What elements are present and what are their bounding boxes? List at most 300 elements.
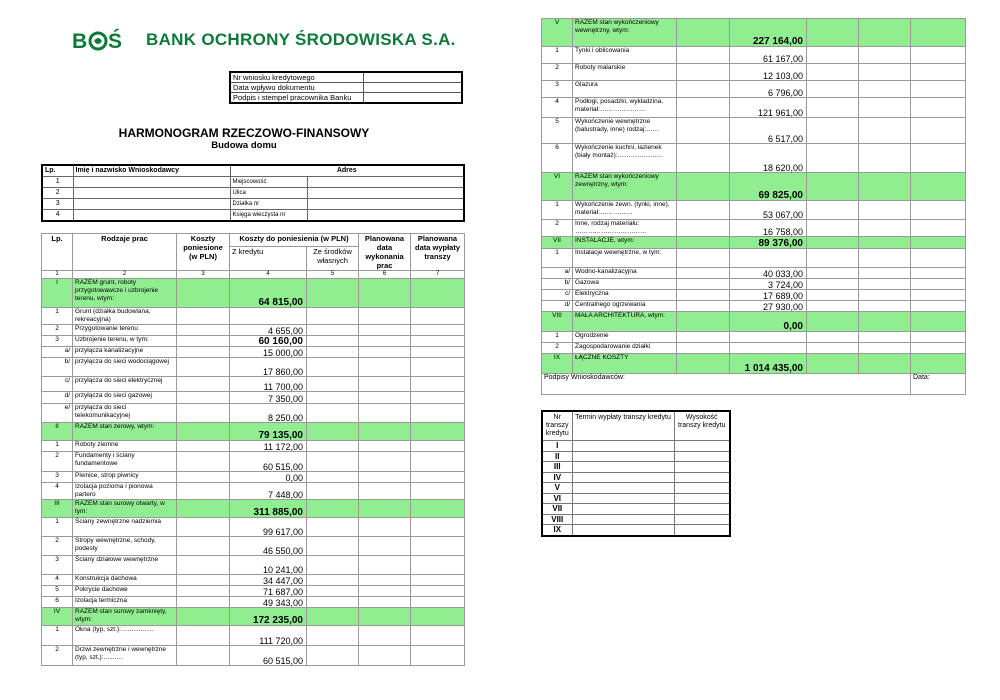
- tranche-row: [542, 451, 730, 462]
- costs-incurred-cell[interactable]: [177, 626, 230, 646]
- work-row: [542, 249, 966, 268]
- planned-tranche-cell[interactable]: [911, 98, 966, 118]
- costs-incurred-cell[interactable]: [177, 423, 230, 441]
- work-row: [542, 343, 966, 354]
- planned-tranche-cell[interactable]: [911, 220, 966, 237]
- costs-incurred-cell[interactable]: [177, 441, 230, 452]
- credit-amount: 172 235,00: [230, 608, 307, 626]
- planned-tranche-cell[interactable]: [411, 597, 465, 608]
- planned-date-cell[interactable]: [359, 500, 411, 518]
- total-row: [542, 354, 966, 374]
- planned-date-cell[interactable]: [859, 173, 911, 201]
- costs-incurred-cell[interactable]: [677, 144, 730, 173]
- schedule-right-body: [542, 19, 966, 374]
- own-funds-cell[interactable]: [307, 646, 359, 666]
- work-row: [542, 332, 966, 343]
- work-name: RAZEM stan wykończeniowy zewnętrzny, wtym:: [573, 173, 677, 201]
- own-funds-cell[interactable]: [807, 47, 859, 64]
- planned-date-cell[interactable]: [359, 377, 411, 392]
- credit-amount: 1 014 435,00: [730, 354, 807, 374]
- planned-date-cell[interactable]: [359, 308, 411, 325]
- own-funds-cell[interactable]: [307, 377, 359, 392]
- planned-tranche-cell[interactable]: [911, 64, 966, 81]
- tranche-date-field[interactable]: [572, 451, 674, 462]
- costs-incurred-cell[interactable]: [677, 249, 730, 268]
- planned-date-cell[interactable]: [859, 268, 911, 279]
- work-name: Stropy wewnętrzne, schody, podesty: [73, 537, 177, 556]
- applicant-name-field[interactable]: [73, 177, 230, 188]
- planned-date-cell[interactable]: [359, 597, 411, 608]
- credit-amount: 40 033,00: [730, 268, 807, 279]
- own-funds-cell[interactable]: [807, 249, 859, 268]
- bank-signature-label: Podpis i stempel pracownika Banku: [230, 93, 364, 104]
- total-row: [542, 312, 966, 332]
- costs-incurred-cell[interactable]: [177, 518, 230, 537]
- planned-tranche-cell[interactable]: [911, 249, 966, 268]
- planned-tranche-cell[interactable]: [411, 358, 465, 377]
- tranche-date-field[interactable]: [572, 514, 674, 525]
- tranche-row: [542, 514, 730, 525]
- applicant-name-field[interactable]: [73, 199, 230, 210]
- applicants-table: [41, 164, 465, 222]
- own-funds-cell[interactable]: [307, 500, 359, 518]
- planned-tranche-cell[interactable]: [911, 268, 966, 279]
- work-row: [542, 290, 966, 301]
- own-funds-cell[interactable]: [307, 423, 359, 441]
- costs-incurred-cell[interactable]: [177, 586, 230, 597]
- tranche-amount-field[interactable]: [674, 483, 730, 494]
- costs-incurred-cell[interactable]: [677, 220, 730, 237]
- address-field-label: Księga wieczysta nr: [230, 210, 307, 222]
- costs-incurred-cell[interactable]: [677, 118, 730, 144]
- planned-tranche-cell[interactable]: [411, 608, 465, 626]
- tranche-number: IX: [542, 525, 572, 536]
- planned-date-cell[interactable]: [359, 537, 411, 556]
- work-name: ŁĄCZNE KOSZTY: [573, 354, 677, 374]
- tranche-row: [542, 441, 730, 452]
- costs-incurred-cell[interactable]: [677, 268, 730, 279]
- row-lp: 5: [542, 118, 573, 144]
- own-funds-cell[interactable]: [307, 392, 359, 404]
- own-funds-cell[interactable]: [807, 290, 859, 301]
- planned-date-cell[interactable]: [859, 237, 911, 249]
- tranche-amount-field[interactable]: [674, 451, 730, 462]
- work-name: Wodno-kanalizacyjna: [573, 268, 677, 279]
- planned-tranche-cell[interactable]: [911, 19, 966, 47]
- planned-tranche-cell[interactable]: [911, 237, 966, 249]
- planned-date-cell[interactable]: [359, 608, 411, 626]
- planned-date-cell[interactable]: [359, 483, 411, 500]
- work-name: Konstrukcja dachowa: [73, 575, 177, 586]
- applicants-address-header: Adres: [230, 165, 464, 177]
- applicant-row: [42, 188, 464, 199]
- tranche-date-field[interactable]: [572, 472, 674, 483]
- planned-date-cell[interactable]: [859, 144, 911, 173]
- planned-tranche-cell[interactable]: [411, 279, 465, 308]
- planned-tranche-cell[interactable]: [411, 483, 465, 500]
- work-name: Ściany zewnętrzne nadziemia: [73, 518, 177, 537]
- bank-name: BANK OCHRONY ŚRODOWISKA S.A.: [146, 30, 456, 49]
- planned-date-cell[interactable]: [859, 312, 911, 332]
- own-funds-cell[interactable]: [307, 441, 359, 452]
- tranche-row: [542, 504, 730, 515]
- work-name: Gazowa: [573, 279, 677, 290]
- planned-tranche-cell[interactable]: [411, 626, 465, 646]
- planned-tranche-cell[interactable]: [911, 332, 966, 343]
- costs-incurred-cell[interactable]: [177, 483, 230, 500]
- costs-incurred-cell[interactable]: [677, 354, 730, 374]
- work-name: Fundamenty i ściany fundamentowe: [73, 452, 177, 472]
- planned-date-cell[interactable]: [859, 354, 911, 374]
- work-name: INSTALACJE, wtym:: [573, 237, 677, 249]
- credit-amount: [730, 249, 807, 268]
- costs-incurred-cell[interactable]: [677, 19, 730, 47]
- planned-tranche-cell[interactable]: [411, 518, 465, 537]
- costs-incurred-cell[interactable]: [177, 377, 230, 392]
- svg-text:B: B: [72, 30, 88, 52]
- work-name: Drzwi zewnętrzne i wewnętrzne (typ, szt.):………: [73, 646, 177, 666]
- work-row: [542, 220, 966, 237]
- row-lp: d/: [42, 392, 73, 404]
- tranche-amount-field[interactable]: [674, 493, 730, 504]
- own-funds-cell[interactable]: [807, 279, 859, 290]
- tranche-number: V: [542, 483, 572, 494]
- own-funds-cell[interactable]: [807, 81, 859, 98]
- work-row: [42, 441, 465, 452]
- tranche-date-field[interactable]: [572, 441, 674, 452]
- own-funds-cell[interactable]: [807, 118, 859, 144]
- costs-incurred-cell[interactable]: [177, 608, 230, 626]
- own-funds-cell[interactable]: [807, 354, 859, 374]
- costs-to-incur-header: Koszty do poniesienia (w PLN): [230, 234, 359, 247]
- work-name: Okna (typ, szt.):……………: [73, 626, 177, 646]
- address-field-value[interactable]: [307, 210, 464, 222]
- planned-date-cell[interactable]: [359, 472, 411, 483]
- work-name: przyłącza do sieci elektrycznej: [73, 377, 177, 392]
- planned-date-cell[interactable]: [359, 279, 411, 308]
- applicant-name-field[interactable]: [73, 188, 230, 199]
- address-field-value[interactable]: [307, 177, 464, 188]
- row-lp: 1: [42, 518, 73, 537]
- planned-tranche-cell[interactable]: [411, 336, 465, 347]
- total-row: [542, 237, 966, 249]
- work-row: [42, 404, 465, 423]
- planned-date-cell[interactable]: [859, 290, 911, 301]
- planned-tranche-cell[interactable]: [411, 404, 465, 423]
- signature-row: [542, 374, 966, 395]
- work-row: [42, 483, 465, 500]
- row-lp: VIII: [542, 312, 573, 332]
- costs-incurred-cell[interactable]: [177, 336, 230, 347]
- costs-incurred-cell[interactable]: [677, 201, 730, 220]
- own-funds-cell[interactable]: [307, 452, 359, 472]
- planned-tranche-cell[interactable]: [911, 312, 966, 332]
- planned-date-cell[interactable]: [859, 19, 911, 47]
- work-name: RAZEM grunt, roboty przygotowawcze i uzbrojenie terenu, wtym:: [73, 279, 177, 308]
- planned-tranche-cell[interactable]: [411, 537, 465, 556]
- own-funds-cell[interactable]: [807, 301, 859, 312]
- bank-signature-field[interactable]: [364, 93, 463, 104]
- costs-incurred-cell[interactable]: [677, 312, 730, 332]
- planned-date-cell[interactable]: [859, 249, 911, 268]
- column-index: 1: [42, 271, 73, 279]
- planned-date-cell[interactable]: [859, 64, 911, 81]
- row-lp: 2: [42, 325, 73, 336]
- total-row: [42, 500, 465, 518]
- planned-date-cell[interactable]: [859, 220, 911, 237]
- planned-date-cell[interactable]: [859, 301, 911, 312]
- costs-incurred-cell[interactable]: [177, 646, 230, 666]
- planned-tranche-cell[interactable]: [911, 354, 966, 374]
- column-index: 2: [73, 271, 177, 279]
- boss-logo-icon: [72, 28, 132, 52]
- own-funds-cell[interactable]: [307, 279, 359, 308]
- tranche-amount-header: Wysokość transzy kredytu: [674, 411, 730, 441]
- row-lp: 4: [542, 98, 573, 118]
- own-funds-cell[interactable]: [807, 268, 859, 279]
- planned-date-cell[interactable]: [859, 279, 911, 290]
- planned-tranche-cell[interactable]: [411, 377, 465, 392]
- own-funds-cell[interactable]: [807, 343, 859, 354]
- costs-incurred-cell[interactable]: [677, 332, 730, 343]
- planned-date-cell[interactable]: [359, 586, 411, 597]
- applicant-name-field[interactable]: [73, 210, 230, 222]
- own-funds-cell[interactable]: [807, 144, 859, 173]
- work-name: przyłącza do sieci gazowej: [73, 392, 177, 404]
- receipt-date-label: Data wpływu dokumentu: [230, 83, 364, 93]
- planned-tranche-cell[interactable]: [411, 586, 465, 597]
- own-funds-cell[interactable]: [307, 626, 359, 646]
- tranche-amount-field[interactable]: [674, 504, 730, 515]
- own-funds-cell[interactable]: [307, 347, 359, 358]
- own-funds-cell[interactable]: [307, 483, 359, 500]
- own-funds-cell[interactable]: [307, 404, 359, 423]
- planned-tranche-cell[interactable]: [911, 47, 966, 64]
- costs-incurred-cell[interactable]: [177, 392, 230, 404]
- planned-tranche-cell[interactable]: [411, 441, 465, 452]
- costs-incurred-cell[interactable]: [677, 47, 730, 64]
- own-funds-cell[interactable]: [807, 201, 859, 220]
- tranche-amount-field[interactable]: [674, 462, 730, 473]
- costs-incurred-cell[interactable]: [177, 597, 230, 608]
- row-lp: II: [42, 423, 73, 441]
- address-field-value[interactable]: [307, 188, 464, 199]
- planned-tranche-cell[interactable]: [411, 325, 465, 336]
- own-funds-cell[interactable]: [307, 518, 359, 537]
- costs-incurred-cell[interactable]: [177, 472, 230, 483]
- credit-amount: [730, 332, 807, 343]
- planned-tranche-cell[interactable]: [411, 423, 465, 441]
- planned-tranche-cell[interactable]: [911, 173, 966, 201]
- planned-tranche-cell[interactable]: [411, 556, 465, 575]
- tranche-date-field[interactable]: [572, 525, 674, 536]
- own-funds-cell[interactable]: [307, 537, 359, 556]
- planned-tranche-cell[interactable]: [411, 500, 465, 518]
- work-row: [42, 556, 465, 575]
- planned-date-cell[interactable]: [359, 336, 411, 347]
- costs-incurred-cell[interactable]: [177, 325, 230, 336]
- costs-incurred-cell[interactable]: [677, 81, 730, 98]
- address-field-label: Działka nr: [230, 199, 307, 210]
- work-row: [42, 537, 465, 556]
- costs-incurred-cell[interactable]: [177, 404, 230, 423]
- tranche-number: III: [542, 462, 572, 473]
- planned-date-cell[interactable]: [359, 556, 411, 575]
- planned-date-cell[interactable]: [859, 47, 911, 64]
- own-funds-header: Ze środków własnych: [307, 246, 359, 270]
- planned-tranche-cell[interactable]: [411, 347, 465, 358]
- application-number-field[interactable]: [364, 72, 463, 83]
- credit-amount: 7 448,00: [230, 483, 307, 500]
- tranche-row: [542, 525, 730, 536]
- own-funds-cell[interactable]: [807, 64, 859, 81]
- costs-incurred-cell[interactable]: [177, 358, 230, 377]
- planned-tranche-cell[interactable]: [911, 118, 966, 144]
- costs-incurred-cell[interactable]: [677, 173, 730, 201]
- planned-tranche-cell[interactable]: [411, 575, 465, 586]
- tranche-date-field[interactable]: [572, 493, 674, 504]
- own-funds-cell[interactable]: [807, 237, 859, 249]
- planned-tranche-cell[interactable]: [911, 201, 966, 220]
- costs-incurred-cell[interactable]: [177, 452, 230, 472]
- work-name: Przygotowanie terenu: [73, 325, 177, 336]
- own-funds-cell[interactable]: [807, 98, 859, 118]
- planned-date-cell[interactable]: [859, 118, 911, 144]
- planned-tranche-cell[interactable]: [911, 144, 966, 173]
- planned-tranche-cell[interactable]: [411, 308, 465, 325]
- work-name: Uzbrojenie terenu, w tym:: [73, 336, 177, 347]
- own-funds-cell[interactable]: [307, 325, 359, 336]
- costs-incurred-cell[interactable]: [677, 290, 730, 301]
- planned-tranche-cell[interactable]: [911, 301, 966, 312]
- costs-incurred-cell[interactable]: [677, 64, 730, 81]
- tranche-date-field[interactable]: [572, 504, 674, 515]
- own-funds-cell[interactable]: [307, 358, 359, 377]
- tranche-row: [542, 472, 730, 483]
- planned-date-cell[interactable]: [359, 441, 411, 452]
- planned-date-cell[interactable]: [859, 81, 911, 98]
- planned-tranche-cell[interactable]: [911, 343, 966, 354]
- planned-date-cell[interactable]: [359, 452, 411, 472]
- own-funds-cell[interactable]: [807, 312, 859, 332]
- planned-tranche-cell[interactable]: [411, 646, 465, 666]
- column-index: 6: [359, 271, 411, 279]
- planned-date-cell[interactable]: [359, 423, 411, 441]
- tranche-amount-field[interactable]: [674, 525, 730, 536]
- own-funds-cell[interactable]: [807, 220, 859, 237]
- costs-incurred-cell[interactable]: [177, 279, 230, 308]
- tranche-row: [542, 483, 730, 494]
- own-funds-cell[interactable]: [807, 332, 859, 343]
- planned-date-cell[interactable]: [359, 392, 411, 404]
- work-name: Glazura: [573, 81, 677, 98]
- own-funds-cell[interactable]: [307, 472, 359, 483]
- row-lp: 3: [42, 472, 73, 483]
- own-funds-cell[interactable]: [307, 608, 359, 626]
- total-row: [42, 608, 465, 626]
- work-row: [42, 472, 465, 483]
- costs-incurred-cell[interactable]: [677, 301, 730, 312]
- work-row: [42, 308, 465, 325]
- tranche-number: VII: [542, 504, 572, 515]
- credit-amount: 227 164,00: [730, 19, 807, 47]
- own-funds-cell[interactable]: [307, 586, 359, 597]
- costs-incurred-cell[interactable]: [177, 347, 230, 358]
- work-name: Piwnice, strop piwnicy: [73, 472, 177, 483]
- tranche-date-field[interactable]: [572, 462, 674, 473]
- row-lp: VII: [542, 237, 573, 249]
- tranche-number: VIII: [542, 514, 572, 525]
- applicants-body: [42, 177, 464, 222]
- planned-date-cell[interactable]: [359, 404, 411, 423]
- work-name: MAŁA ARCHITEKTURA, wtym:: [573, 312, 677, 332]
- planned-date-cell[interactable]: [859, 332, 911, 343]
- planned-date-cell[interactable]: [359, 646, 411, 666]
- credit-amount: 0,00: [230, 472, 307, 483]
- costs-incurred-cell[interactable]: [677, 279, 730, 290]
- own-funds-cell[interactable]: [807, 19, 859, 47]
- planned-date-cell[interactable]: [359, 325, 411, 336]
- planned-tranche-cell[interactable]: [411, 472, 465, 483]
- address-field-value[interactable]: [307, 199, 464, 210]
- total-row: [42, 423, 465, 441]
- planned-tranche-cell[interactable]: [911, 290, 966, 301]
- svg-text:Ś: Ś: [108, 30, 123, 52]
- tranche-row: [542, 493, 730, 504]
- planned-date-cell[interactable]: [359, 358, 411, 377]
- planned-date-cell[interactable]: [359, 518, 411, 537]
- planned-date-cell[interactable]: [359, 626, 411, 646]
- planned-date-cell[interactable]: [359, 347, 411, 358]
- own-funds-cell[interactable]: [807, 173, 859, 201]
- planned-date-cell[interactable]: [859, 343, 911, 354]
- page-title: HARMONOGRAM RZECZOWO-FINANSOWY: [118, 126, 370, 140]
- own-funds-cell[interactable]: [307, 308, 359, 325]
- tranche-amount-field[interactable]: [674, 514, 730, 525]
- signature-field[interactable]: [859, 374, 911, 395]
- planned-date-cell[interactable]: [359, 575, 411, 586]
- costs-incurred-cell[interactable]: [177, 500, 230, 518]
- tranche-amount-field[interactable]: [674, 472, 730, 483]
- credit-amount: 311 885,00: [230, 500, 307, 518]
- costs-incurred-cell[interactable]: [677, 98, 730, 118]
- planned-tranche-cell[interactable]: [411, 452, 465, 472]
- costs-incurred-cell[interactable]: [177, 537, 230, 556]
- planned-date-cell[interactable]: [859, 201, 911, 220]
- own-funds-cell[interactable]: [307, 597, 359, 608]
- credit-amount: 60 515,00: [230, 646, 307, 666]
- costs-incurred-cell[interactable]: [177, 308, 230, 325]
- work-row: [542, 201, 966, 220]
- tranche-amount-field[interactable]: [674, 441, 730, 452]
- costs-incurred-cell[interactable]: [677, 237, 730, 249]
- tranche-date-field[interactable]: [572, 483, 674, 494]
- credit-amount: 15 000,00: [230, 347, 307, 358]
- costs-incurred-cell[interactable]: [177, 575, 230, 586]
- planned-tranche-cell[interactable]: [411, 392, 465, 404]
- work-name: Podłogi, posadzki, wykładzina, materiał:…………………: [573, 98, 677, 118]
- own-funds-cell[interactable]: [307, 575, 359, 586]
- planned-tranche-cell[interactable]: [911, 81, 966, 98]
- receipt-date-field[interactable]: [364, 83, 463, 93]
- costs-incurred-cell[interactable]: [177, 556, 230, 575]
- costs-incurred-cell[interactable]: [677, 343, 730, 354]
- work-row: [542, 268, 966, 279]
- planned-date-cell[interactable]: [859, 98, 911, 118]
- own-funds-cell[interactable]: [307, 556, 359, 575]
- own-funds-cell[interactable]: [307, 336, 359, 347]
- planned-tranche-cell[interactable]: [911, 279, 966, 290]
